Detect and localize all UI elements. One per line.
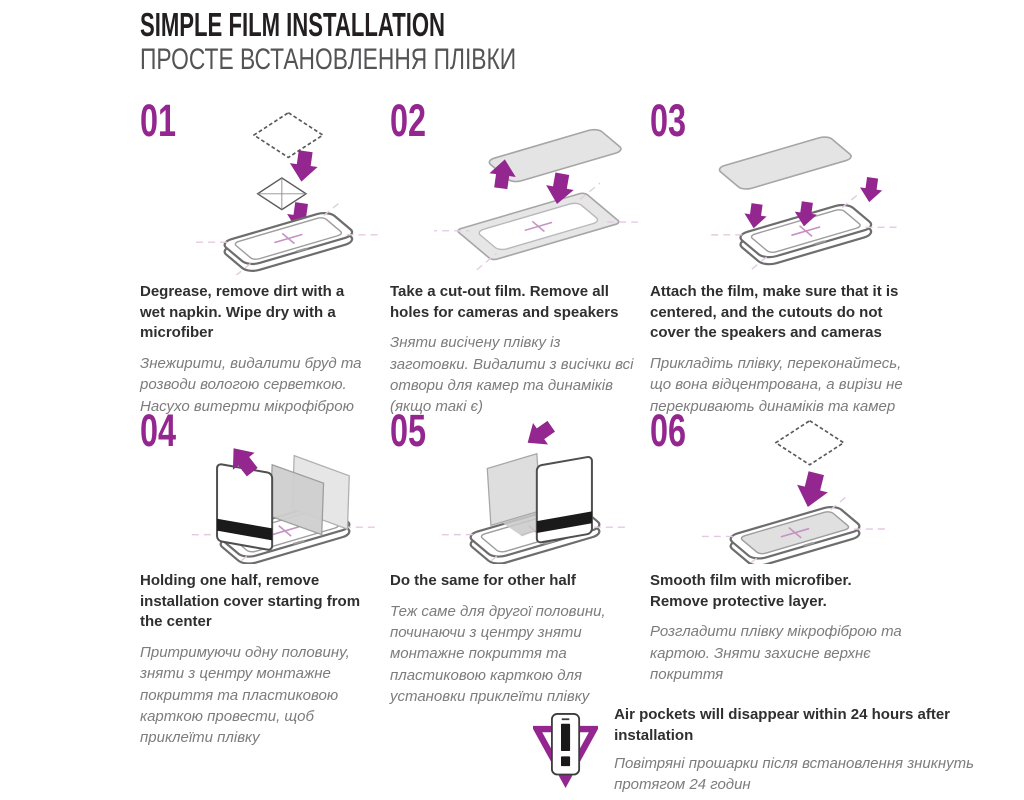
- film-icon: [716, 135, 854, 190]
- other-half-with-card-illustration: [434, 417, 650, 565]
- step-05-text-en: Do the same for other half: [390, 572, 576, 589]
- remove-cover-with-card-illustration: [184, 417, 390, 565]
- header: [140, 8, 635, 76]
- warning-text: [614, 700, 993, 796]
- napkin-icon: [254, 113, 323, 158]
- warning-note: [533, 700, 993, 796]
- page-title: SIMPLE FILM INSTALLATION: [140, 6, 446, 43]
- step-03: [650, 95, 920, 415]
- step-06-number: 06: [650, 405, 687, 456]
- step-01-text-uk: Знежирити, видалити бруд та розводи вологою серветкою. Насухо витерти мікрофіброю: [140, 355, 362, 415]
- step-03-number: 03: [650, 95, 687, 146]
- step-06: [650, 405, 920, 723]
- napkin-clean-phone-illustration: [184, 107, 390, 276]
- page-subtitle: ПРОСТЕ ВСТАНОВЛЕННЯ ПЛІВКИ: [140, 43, 517, 76]
- warning-text-uk: Повітряні прошарки після встановлення зникнуть протягом 24 годин: [614, 755, 974, 794]
- warning-text-en: Air pockets will disappear within 24 hours after installation: [614, 706, 950, 744]
- step-04-number: 04: [140, 405, 177, 456]
- step-02-text-uk: Зняти висічену плівку із заготовки. Видалити з висічки всі отвори для камер та динаміків (якщо такі є): [390, 334, 634, 416]
- phone-icon: [196, 200, 381, 275]
- step-05: [390, 405, 650, 723]
- step-02: [390, 95, 650, 416]
- cutout-backing-icon: [434, 181, 639, 271]
- step-06-text-uk: Розгладити плівку мікрофіброю та картою. Зняти захисне верхнє покриття: [650, 623, 902, 683]
- napkin-icon: [776, 421, 844, 465]
- step-05-text-uk: Теж саме для другої половини, починаючи з центру зняти монтажне покриття та пластиковою карткою для установки приклеїти плівку: [390, 602, 606, 705]
- step-04-text-uk: Притримуючи одну половину, зняти з центру монтажне покриття та пластиковою карткою провести, щоб приклеїти плівку: [140, 644, 350, 747]
- step-02-number: 02: [390, 95, 427, 146]
- step-04: [140, 405, 390, 747]
- peel-cutout-film-illustration: [434, 107, 650, 276]
- arrow-down-icon: [792, 469, 831, 510]
- attach-centered-film-illustration: [694, 107, 920, 276]
- phone-with-film-icon: [702, 494, 888, 564]
- warning-phone-triangle-icon: [533, 700, 598, 796]
- plastic-card-icon: [217, 464, 272, 551]
- arrow-left-icon: [520, 417, 559, 453]
- step-05-number: 05: [390, 405, 427, 456]
- step-01-text-en: Degrease, remove dirt with a wet napkin. Wipe dry with a microfiber: [140, 283, 345, 342]
- step-02-text-en: Take a cut-out film. Remove all holes for cameras and speakers: [390, 283, 619, 321]
- plastic-card-icon: [537, 456, 592, 543]
- step-01: [140, 95, 390, 415]
- smooth-film-microfiber-illustration: [694, 417, 920, 565]
- step-01-number: 01: [140, 95, 177, 146]
- step-03-text-en: Attach the film, make sure that it is centered, and the cutouts do not cover the speakers and cameras: [650, 283, 899, 342]
- step-06-text-en: Smooth film with microfiber. Remove protective layer.: [650, 572, 852, 610]
- step-03-text-uk: Прикладіть плівку, переконайтесь, що вона відцентрована, а вирізи не перекривають динаміків та камер: [650, 355, 903, 415]
- arrow-down-icon: [858, 176, 884, 203]
- step-04-text-en: Holding one half, remove installation cover starting from the center: [140, 572, 361, 631]
